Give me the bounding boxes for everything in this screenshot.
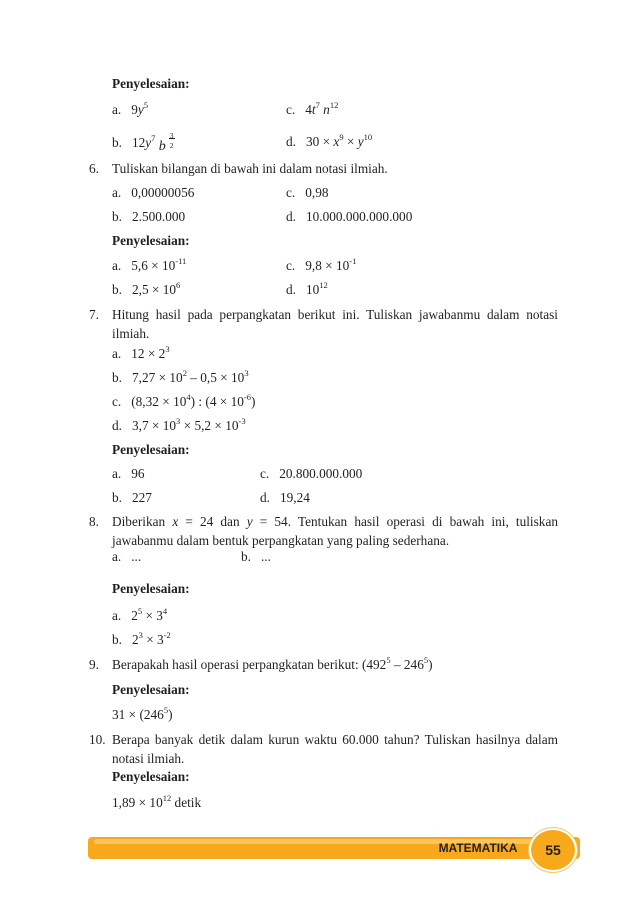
q8-solution-a: a. $2^5 \times 3^4$	[112, 606, 168, 623]
q8-b: b. ...	[241, 549, 271, 564]
q9-solution-heading: Penyelesaian:	[112, 682, 190, 697]
q7-a: a. $12 \times 2^3$	[112, 344, 170, 361]
q6-solution-b: b. $2,5 \times 10^6$	[112, 280, 181, 297]
q5-solution-heading: Penyelesaian:	[112, 76, 190, 91]
q6-number: 6.	[89, 161, 99, 176]
footer-title: MATEMATIKA	[438, 841, 518, 855]
q7-d: d. $3,7 \times 10^3 \times 5,2 \times 10^{-3}$	[112, 416, 246, 433]
q10-question: Berapa banyak detik dalam kurun waktu 60.000 tahun? Tuliskan hasilnya dalam notasi ilmiah.	[112, 732, 558, 766]
q10-solution: $1,89 \times 10^{12}$ detik	[112, 793, 202, 810]
q5-solution-d: d. $30 \times x^9 \times y^{10}$	[286, 132, 373, 149]
q7-solution-heading: Penyelesaian:	[112, 442, 190, 457]
q9-number: 9.	[89, 657, 99, 672]
q8-solution-b: b. $2^3 \times 3^{-2}$	[112, 630, 171, 647]
q8-question: Diberikan x = 24 dan y = 54. Tentukan hasil operasi di bawah ini, tuliskan jawabanmu dalam bentuk perpangkatan yang paling sederhana.	[112, 514, 558, 548]
q7-number: 7.	[89, 307, 99, 322]
q7-solution-d: d. 19,24	[260, 490, 310, 505]
q6-c: c. 0,98	[286, 185, 329, 200]
q7-question: Hitung hasil pada perpangkatan berikut ini. Tuliskan jawabanmu dalam notasi ilmiah.	[112, 307, 558, 341]
fraction-exponent: b 3 2	[158, 131, 174, 154]
page-number-badge: 55	[529, 828, 577, 872]
q5-solution-c: c. $4t^7$ $n^{12}$	[286, 100, 339, 117]
q7-b: b. $7,27 \times 10^2 - 0,5 \times 10^3$	[112, 368, 249, 385]
q6-d: d. 10.000.000.000.000	[286, 209, 413, 224]
q8-number: 8.	[89, 514, 99, 529]
q9-solution: $31 \times (246^5)$	[112, 705, 173, 722]
q10-number: 10.	[89, 732, 106, 747]
q9-question: Berapakah hasil operasi perpangkatan berikut: $(492^5 - 246^5)$	[112, 655, 433, 672]
q6-question: Tuliskan bilangan di bawah ini dalam notasi ilmiah.	[112, 161, 388, 176]
q6-solution-heading: Penyelesaian:	[112, 233, 190, 248]
q5-solution-a: a. $9y^5$	[112, 100, 149, 117]
q6-solution-a: a. $5,6 \times 10^{-11}$	[112, 256, 187, 273]
q7-solution-c: c. 20.800.000.000	[260, 466, 363, 481]
q8-solution-heading: Penyelesaian:	[112, 581, 190, 596]
q7-c: c. $(8,32 \times 10^4)$ : $(4 \times 10^{-6})$	[112, 392, 256, 409]
q6-b: b. 2.500.000	[112, 209, 186, 224]
q7-solution-b: b. 227	[112, 490, 152, 505]
q6-solution-d: d. $10^{12}$	[286, 280, 328, 297]
q5-solution-b: b. $12y^7$ b 3 2	[112, 134, 177, 151]
q10-solution-heading: Penyelesaian:	[112, 769, 190, 784]
q7-solution-a: a. 96	[112, 466, 145, 481]
q6-a: a. 0,00000056	[112, 185, 195, 200]
q8-a: a. ...	[112, 549, 142, 564]
q6-solution-c: c. $9,8 \times 10^{-1}$	[286, 256, 357, 273]
